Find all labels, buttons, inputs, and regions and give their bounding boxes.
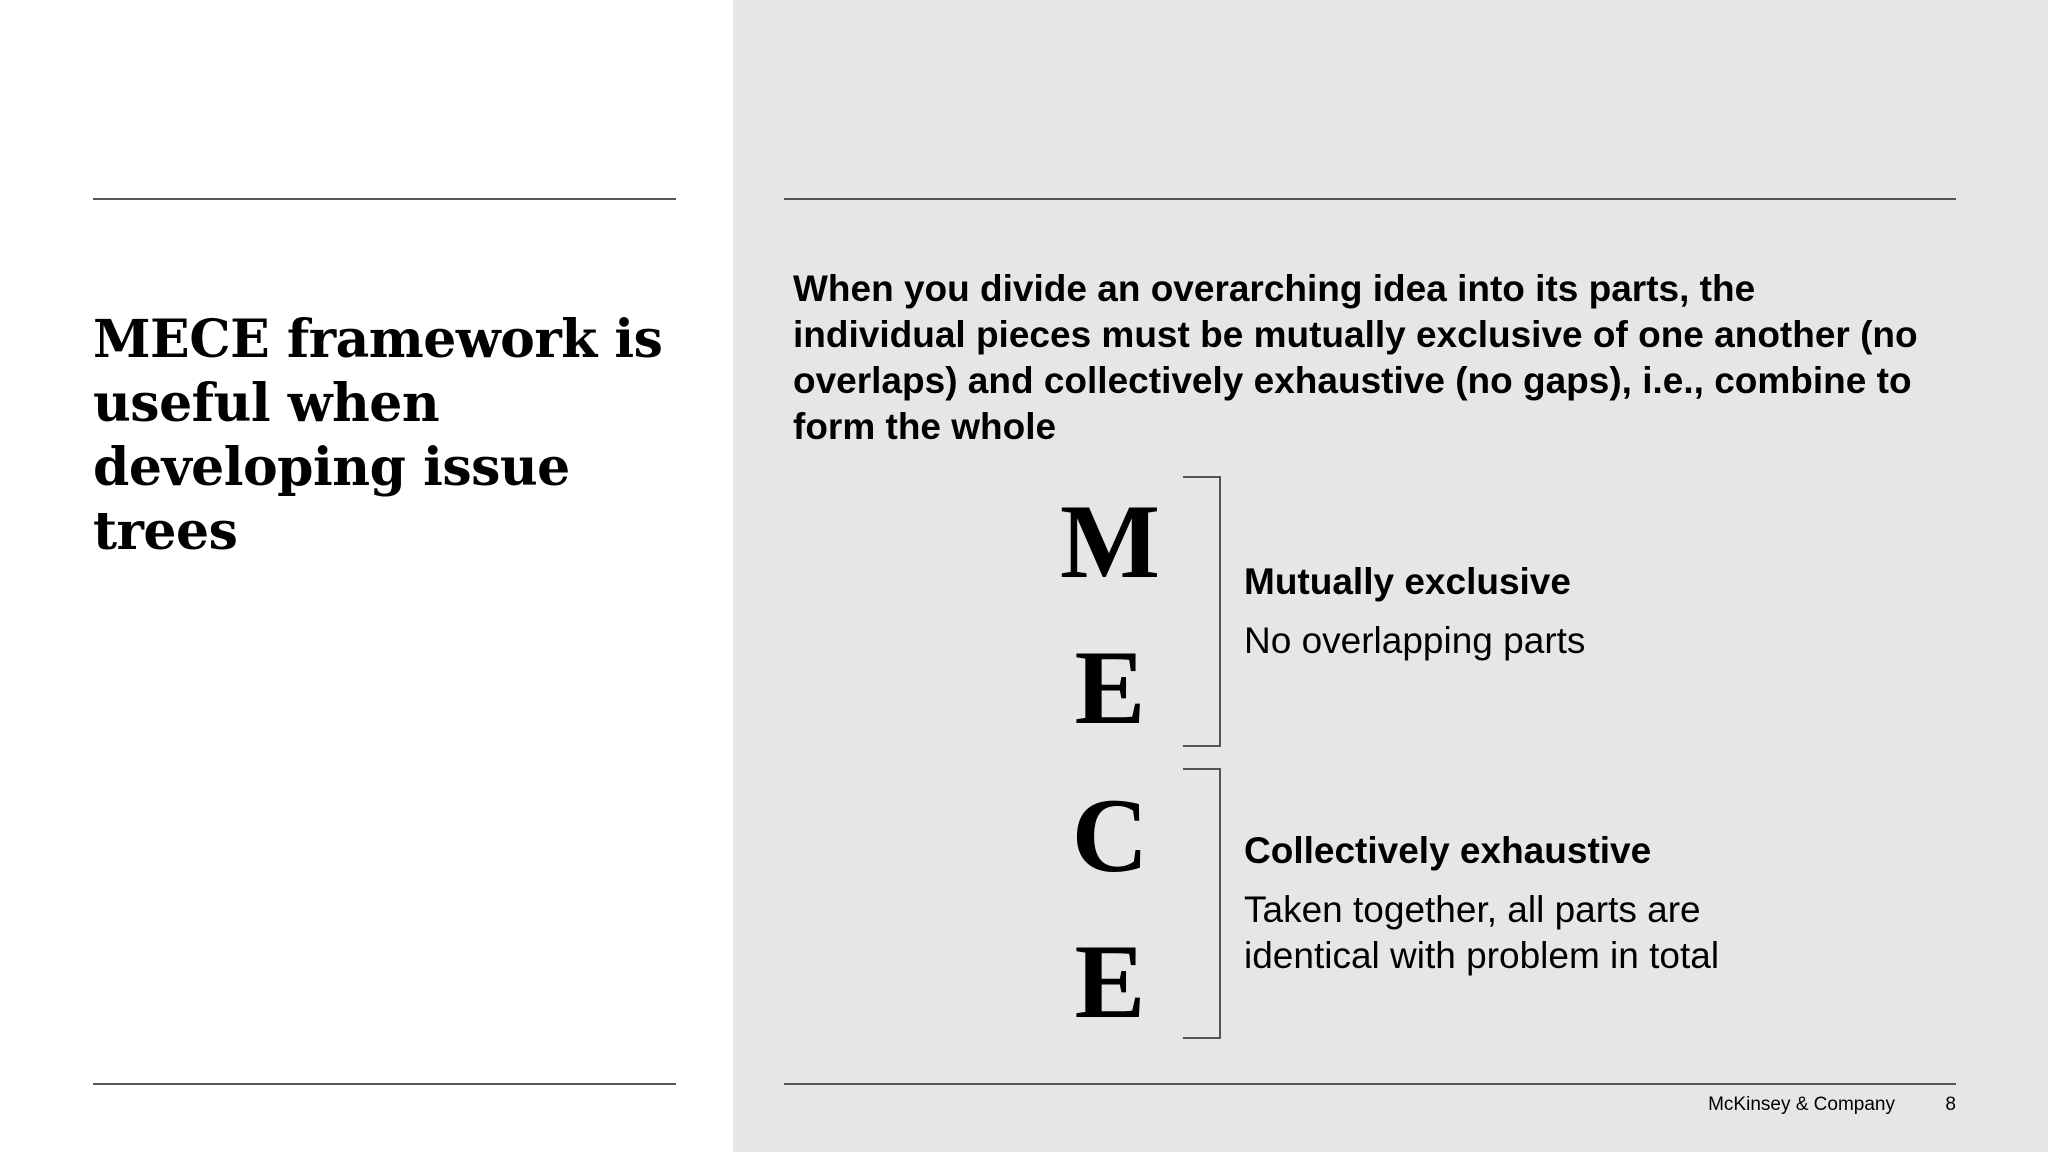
left-bottom-divider [93,1083,676,1085]
mutually-exclusive-heading: Mutually exclusive [1244,561,1571,602]
collectively-exhaustive-description: Taken together, all parts are identical with problem in total [1244,889,1720,976]
intro-text: When you divide an overarching idea into its parts, the individual pieces must be mutually exclusive of one another (no overlaps) and collectively exhaustive (no gaps), i.e., combine to form the whole [793,268,1918,447]
collectively-exhaustive-bracket [1183,768,1221,1039]
mece-letter-e-first: E [1074,629,1146,746]
right-bottom-divider [784,1083,1956,1085]
footer-brand: McKinsey & Company [1708,1094,1895,1115]
left-top-divider [93,198,676,200]
mece-letter-m: M [1059,483,1161,600]
right-top-divider [784,198,1956,200]
left-panel [0,0,733,1152]
mece-letter-c: C [1071,777,1149,894]
slide-title: MECE framework is useful when developing issue trees [93,309,663,562]
mutually-exclusive-bracket [1183,476,1221,747]
mutually-exclusive-description: No overlapping parts [1244,620,1586,661]
collectively-exhaustive-heading: Collectively exhaustive [1244,830,1652,871]
mece-letter-e-second: E [1074,923,1146,1040]
page-number: 8 [1945,1094,1956,1115]
